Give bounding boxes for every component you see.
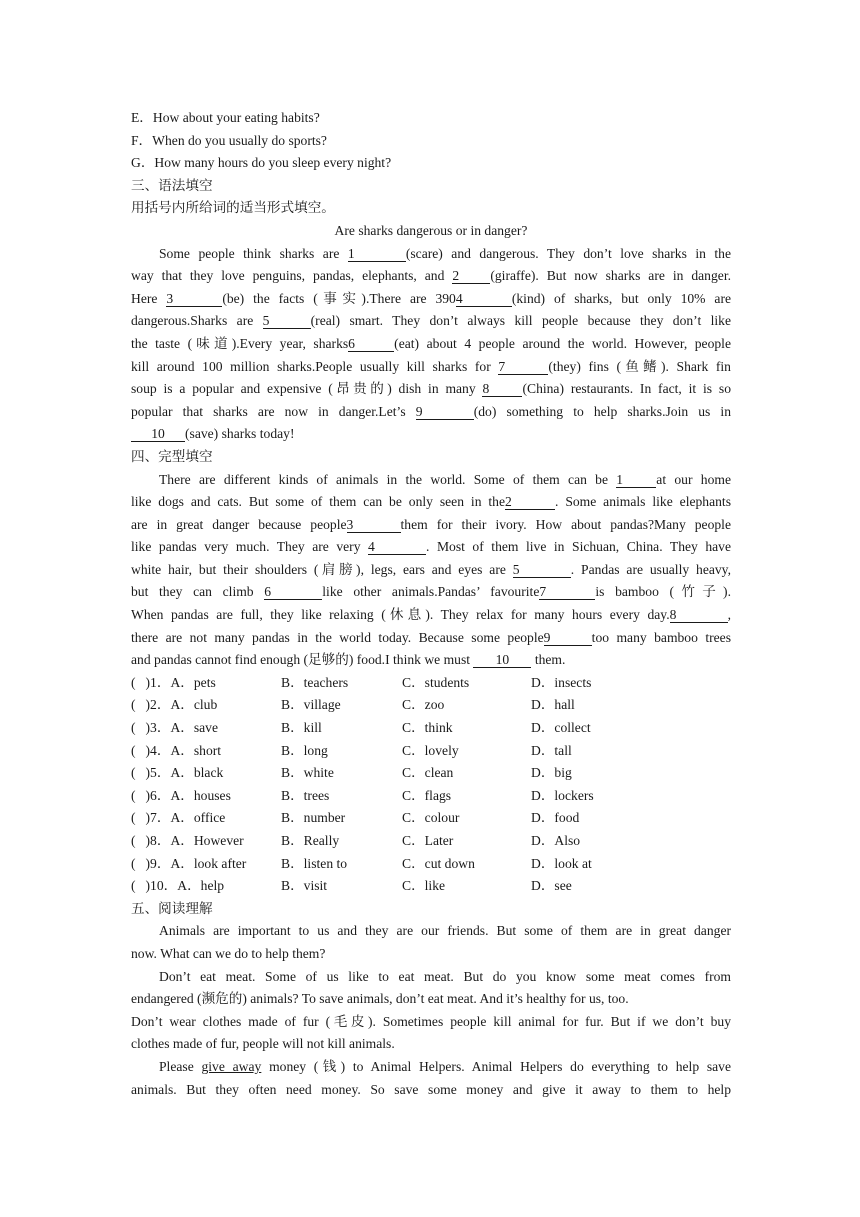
blank-2[interactable]: 2 — [452, 268, 490, 284]
blank-6[interactable]: 6 — [348, 336, 394, 352]
option-row: ( )2．A．club B．village C．zoo D．hall — [131, 694, 731, 717]
option-e: E．How about your eating habits? — [131, 110, 320, 125]
cloze-options — [131, 672, 731, 898]
choice-d[interactable]: D．see — [531, 878, 572, 894]
reading-p3-l2: clothes made of fur, people will not kill animals. — [131, 1036, 395, 1052]
choice-c[interactable]: C．students — [402, 674, 470, 690]
cloze-blank-10[interactable]: 10 — [473, 652, 531, 668]
option-row: ( )9．A．look after B．listen to C．cut down D．look at — [131, 853, 731, 876]
choice-c[interactable]: C．lovely — [402, 742, 459, 758]
choice-a[interactable]: A．save — [170, 720, 219, 736]
choice-c[interactable]: C．Later — [402, 833, 454, 848]
choice-a[interactable]: A．look after — [170, 855, 247, 871]
cloze-blank-6[interactable]: 6 — [264, 584, 322, 600]
option-row: ( )6．A．houses B．trees C．flags D．lockers — [131, 785, 731, 808]
reading-p2-l1: Don’t eat meat. Some of us like to eat meat. But do you know some meat comes from — [159, 968, 731, 984]
option-row: ( )5．A．black B．white C．clean D．big — [131, 762, 731, 785]
underlined-phrase: give away — [201, 1058, 262, 1074]
choice-b[interactable]: B．white — [281, 765, 334, 781]
choice-d[interactable]: D．tall — [531, 742, 572, 758]
blank-3[interactable]: 3 — [166, 291, 222, 307]
cloze-line-7: When pandas are full, they like relaxing (休息). They relax for many hours every day.8 , — [131, 607, 731, 623]
choice-b[interactable]: B．visit — [281, 878, 328, 894]
grammar-line-3: Here 3 (be) the facts (事实).There are 3904 (kind) of sharks, but only 10% are — [131, 290, 731, 306]
cloze-line-4: like pandas very much. They are very 4 . Most of them live in Sichuan, China. They have — [131, 539, 732, 555]
grammar-line-7: soup is a popular and expensive (昂贵的) dish in many 8 (China) restaurants. In fact, it is so — [131, 381, 732, 397]
choice-b[interactable]: B．village — [281, 697, 341, 713]
blank-7[interactable]: 7 — [498, 359, 548, 375]
option-row: ( )1．A．pets B．teachers C．students D．insects — [131, 672, 731, 695]
cloze-line-2: like dogs and cats. But some of them can be only seen in the2 . Some animals like elephants — [131, 494, 731, 510]
cloze-line-5: white hair, but their shoulders (肩膀), legs, ears and eyes are 5 . Pandas are usually heavy, — [131, 561, 731, 577]
grammar-line-9: 10 (save) sharks today! — [131, 423, 731, 446]
cloze-line-8: there are not many pandas in the world today. Because some people9 too many bamboo trees — [131, 629, 731, 645]
passage-title: Are sharks dangerous or in danger? — [334, 222, 528, 238]
cloze-blank-1[interactable]: 1 — [616, 472, 656, 488]
blank-8[interactable]: 8 — [482, 381, 522, 397]
blank-10[interactable]: 10 — [131, 426, 185, 442]
document-page — [131, 107, 731, 1101]
choice-c[interactable]: C．clean — [402, 765, 454, 781]
cloze-blank-9[interactable]: 9 — [544, 630, 592, 646]
section5-heading: 五、阅读理解 — [131, 900, 213, 916]
choice-c[interactable]: C．like — [402, 878, 446, 894]
choice-a[interactable]: A．help — [177, 878, 225, 894]
choice-d[interactable]: D．collect — [531, 720, 591, 736]
grammar-line-5: the taste (味道).Every year, sharks6 (eat) about 4 people around the world. However, people — [131, 335, 731, 351]
blank-1[interactable]: 1 — [348, 246, 406, 262]
reading-p1-l2: now. What can we do to help them? — [131, 945, 326, 961]
reading-p2-l2: endangered (濒危的) animals? To save animals, don’t eat meat. And it’s healthy for us, too. — [131, 991, 629, 1007]
option-f: F．When do you usually do sports? — [131, 132, 327, 148]
option-row: ( )3．A．save B．kill C．think D．collect — [131, 717, 731, 740]
choice-a[interactable]: A．pets — [170, 674, 216, 690]
choice-d[interactable]: D．big — [531, 765, 572, 781]
choice-a[interactable]: A．houses — [170, 787, 231, 803]
choice-c[interactable]: C．cut down — [402, 855, 475, 871]
choice-d[interactable]: D．insects — [531, 674, 592, 690]
grammar-line-4: dangerous.Sharks are 5 (real) smart. They don’t always kill people because they don’t like — [131, 313, 731, 329]
choice-a[interactable]: A．black — [170, 765, 224, 781]
grammar-line-8: popular that sharks are now in danger.Let’s 9 (do) something to help sharks.Join us in — [131, 403, 732, 419]
choice-b[interactable]: B．teachers — [281, 674, 349, 690]
option-row: ( )10．A．help B．visit C．like D．see — [131, 875, 731, 898]
choice-a[interactable]: A．However — [170, 833, 244, 848]
reading-p4-l2: animals. But they often need money. So save some money and give it away to them to help — [131, 1081, 731, 1097]
section4-heading: 四、完型填空 — [131, 448, 213, 464]
cloze-line-6: but they can climb 6 like other animals.Pandas’ favourite7 is bamboo (竹子). — [131, 584, 731, 600]
choice-d[interactable]: D．food — [531, 810, 580, 826]
choice-a[interactable]: A．club — [170, 697, 218, 713]
reading-p3-l1: Don’t wear clothes made of fur (毛皮). Sometimes people kill animal for fur. But if we don’t buy — [131, 1013, 731, 1029]
option-row: ( )7．A．office B．number C．colour D．food — [131, 807, 731, 830]
choice-c[interactable]: C．flags — [402, 787, 452, 803]
choice-d[interactable]: D．Also — [531, 833, 581, 848]
cloze-blank-5[interactable]: 5 — [513, 562, 571, 578]
choice-d[interactable]: D．look at — [531, 855, 592, 871]
choice-c[interactable]: C．zoo — [402, 697, 445, 713]
choice-b[interactable]: B．kill — [281, 720, 322, 736]
choice-b[interactable]: B．listen to — [281, 855, 348, 871]
grammar-line-1: Some people think sharks are 1 (scare) and dangerous. They don’t love sharks in the — [159, 245, 731, 261]
section3-heading: 三、语法填空 — [131, 177, 213, 193]
cloze-blank-4[interactable]: 4 — [368, 539, 426, 555]
cloze-line-9: and pandas cannot find enough (足够的) food.I think we must 10 them. — [131, 652, 566, 668]
cloze-blank-8[interactable]: 8 — [670, 607, 728, 623]
reading-p4-l1: Please give away money (钱) to Animal Helpers. Animal Helpers do everything to help save — [159, 1058, 732, 1074]
blank-5[interactable]: 5 — [263, 313, 311, 329]
cloze-blank-7[interactable]: 7 — [539, 584, 595, 600]
grammar-line-2: way that they love penguins, pandas, elephants, and 2 (giraffe). But now sharks are in danger. — [131, 268, 731, 284]
choice-b[interactable]: B．trees — [281, 787, 330, 803]
choice-c[interactable]: C．think — [402, 720, 453, 736]
option-row: ( )8．A．However B．Really C．Later D．Also — [131, 830, 731, 853]
blank-4[interactable]: 4 — [456, 291, 512, 307]
choice-c[interactable]: C．colour — [402, 810, 460, 826]
choice-a[interactable]: A．short — [170, 742, 222, 758]
choice-d[interactable]: D．lockers — [531, 787, 594, 803]
choice-b[interactable]: B．number — [281, 810, 346, 826]
reading-p1-l1: Animals are important to us and they are our friends. But some of them are in great danger — [159, 923, 731, 939]
section3-instruction: 用括号内所给词的适当形式填空。 — [131, 200, 335, 216]
option-g: G．How many hours do you sleep every night? — [131, 155, 392, 171]
option-row: ( )4．A．short B．long C．lovely D．tall — [131, 740, 731, 763]
choice-b[interactable]: B．Really — [281, 833, 340, 848]
blank-9[interactable]: 9 — [416, 404, 474, 420]
choice-d[interactable]: D．hall — [531, 697, 575, 713]
choice-b[interactable]: B．long — [281, 742, 328, 758]
cloze-blank-3[interactable]: 3 — [347, 517, 401, 533]
cloze-line-3: are in great danger because people3 them for their ivory. How about pandas?Many people — [131, 516, 731, 532]
grammar-line-6: kill around 100 million sharks.People usually kill sharks for 7 (they) fins (鱼鳍). Shark fin — [131, 358, 731, 374]
choice-a[interactable]: A．office — [170, 810, 226, 826]
cloze-line-1: There are different kinds of animals in the world. Some of them can be 1 at our home — [159, 471, 731, 487]
cloze-blank-2[interactable]: 2 — [505, 494, 555, 510]
